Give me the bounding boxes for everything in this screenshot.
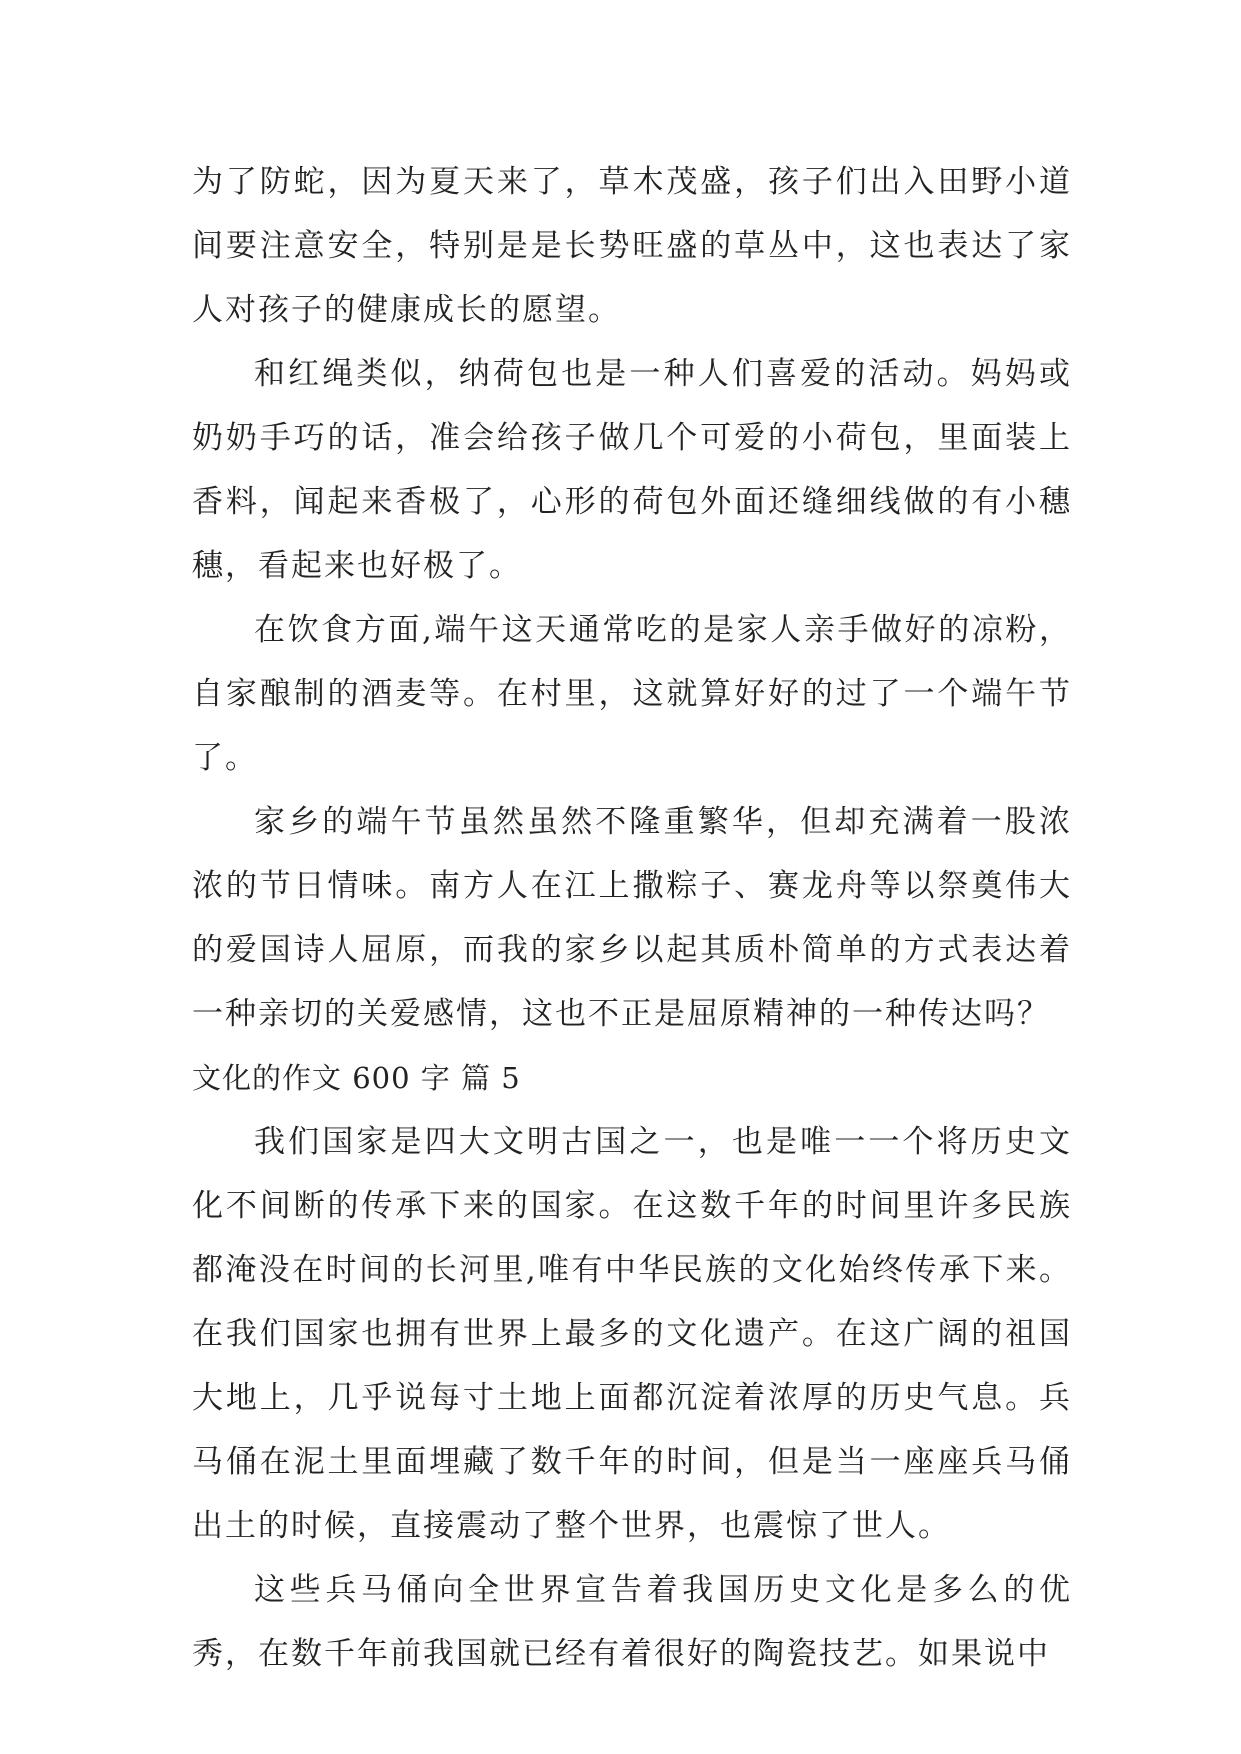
paragraph-civilization: 我们国家是四大文明古国之一，也是唯一一个将历史文化不间断的传承下来的国家。在这数千年的时间里许多民族都淹没在时间的长河里,唯有中华民族的文化始终传承下来。在我们国家也拥有世界上最多的文化遗产。在这广阔的祖国大地上，几乎说每寸土地上面都沉淀着浓厚的历史气息。兵马俑在泥土里面埋藏了数千年的时间，但是当一座座兵马俑出土的时候，直接震动了整个世界，也震惊了世人。: [192, 1124, 1072, 1544]
paragraph-food: 在饮食方面,端午这天通常吃的是家人亲手做好的凉粉，自家酿制的酒麦等。在村里，这就算好好的过了一个端午节了。: [192, 612, 1072, 776]
paragraph-hometown-festival: 家乡的端午节虽然虽然不隆重繁华，但却充满着一股浓浓的节日情味。南方人在江上撒粽子、赛龙舟等以祭奠伟大的爱国诗人屈原，而我的家乡以起其质朴简单的方式表达着一种亲切的关爱感情，这也不正是屈原精神的一种传达吗？: [192, 804, 1072, 1032]
document-body: [192, 150, 1072, 1686]
paragraph-terracotta: 这些兵马俑向全世界宣告着我国历史文化是多么的优秀，在数千年前我国就已经有着很好的陶瓷技艺。如果说中: [192, 1572, 1072, 1672]
paragraph-snake-protection: 为了防蛇，因为夏天来了，草木茂盛，孩子们出入田野小道间要注意安全，特别是是长势旺盛的草丛中，这也表达了家人对孩子的健康成长的愿望。: [192, 164, 1072, 328]
paragraph-sachet: 和红绳类似，纳荷包也是一种人们喜爱的活动。妈妈或奶奶手巧的话，准会给孩子做几个可爱的小荷包，里面装上香料，闻起来香极了，心形的荷包外面还缝细线做的有小穗穗，看起来也好极了。: [192, 356, 1072, 584]
section-heading: 文化的作文 600 字 篇 5: [192, 1061, 521, 1095]
